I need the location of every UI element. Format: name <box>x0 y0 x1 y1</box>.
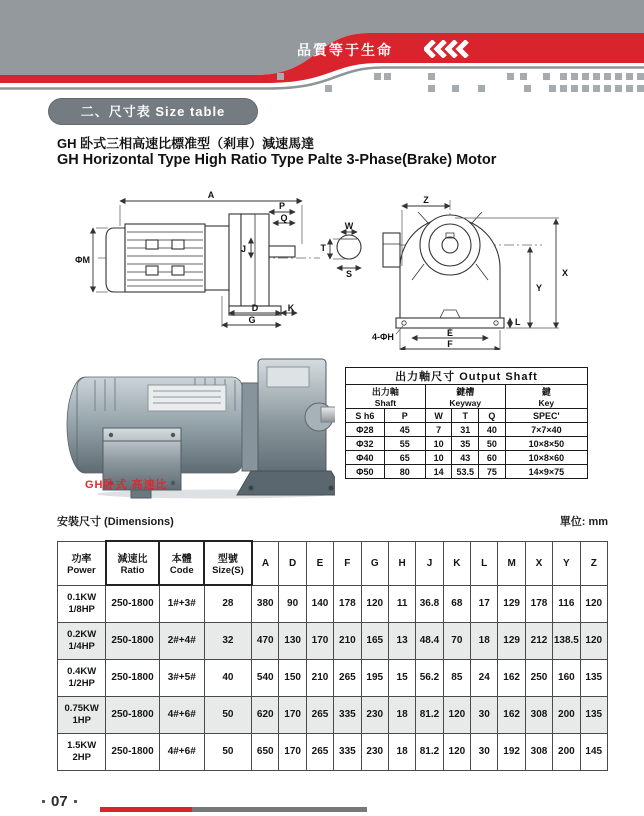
svg-text:F: F <box>447 339 453 349</box>
dims-cell: 18 <box>388 733 415 770</box>
output-shaft-title: 出力軸尺寸 Output Shaft <box>346 368 588 385</box>
dims-cell: 4#+6# <box>159 696 204 733</box>
dims-cell: 308 <box>525 733 552 770</box>
dims-column-header: M <box>498 541 525 585</box>
ost-column-header: SPEC' <box>505 409 587 423</box>
dims-column-header: D <box>279 541 306 585</box>
output-shaft-row <box>346 423 588 437</box>
dims-column-header: L <box>471 541 498 585</box>
dims-cell: 3#+5# <box>159 659 204 696</box>
dims-row <box>58 659 608 696</box>
output-shaft-cell: Φ40 <box>346 451 385 465</box>
front-view-drawing <box>372 195 568 350</box>
unit-label: 單位: mm <box>559 516 608 528</box>
output-shaft-cell: 14 <box>425 465 452 479</box>
power-cell: 0.2KW 1/4HP <box>58 622 106 659</box>
dims-cell: 138.5 <box>553 622 580 659</box>
dims-cell: 150 <box>279 659 306 696</box>
dims-cell: 230 <box>361 696 388 733</box>
dims-cell: 162 <box>498 659 525 696</box>
dims-cell: 380 <box>252 585 279 622</box>
photo-caption: GH卧式 高速比 <box>85 479 168 491</box>
chevrons-icon <box>424 40 472 58</box>
dims-column-header-code: 本體 Code <box>159 541 204 585</box>
output-shaft-cell: 43 <box>452 451 479 465</box>
svg-text:4-ΦH: 4-ΦH <box>372 332 394 342</box>
dims-cell: 129 <box>498 585 525 622</box>
ost-column-header: W <box>425 409 452 423</box>
power-cell: 0.1KW 1/8HP <box>58 585 106 622</box>
dims-column-header-ratio: 減速比 Ratio <box>106 541 159 585</box>
output-shaft-cell: 7 <box>425 423 452 437</box>
dims-cell: 32 <box>204 622 251 659</box>
dims-cell: 120 <box>361 585 388 622</box>
dims-cell: 265 <box>306 696 333 733</box>
dimensions-table <box>57 540 608 771</box>
output-shaft-cell: 7×7×40 <box>505 423 587 437</box>
dims-cell: 130 <box>279 622 306 659</box>
svg-text:ΦM: ΦM <box>75 255 90 265</box>
dims-cell: 135 <box>580 659 607 696</box>
output-shaft-cell: 31 <box>452 423 479 437</box>
svg-text:P: P <box>278 201 286 211</box>
output-shaft-cell: 10×8×60 <box>505 451 587 465</box>
dims-cell: 192 <box>498 733 525 770</box>
dims-column-header: H <box>388 541 415 585</box>
dims-cell: 68 <box>443 585 470 622</box>
dims-column-header: Z <box>580 541 607 585</box>
dims-cell: 2#+4# <box>159 622 204 659</box>
dims-cell: 170 <box>306 622 333 659</box>
dims-cell: 230 <box>361 733 388 770</box>
svg-text:Z: Z <box>423 195 429 205</box>
svg-text:J: J <box>240 244 246 254</box>
dims-column-header: E <box>306 541 333 585</box>
dims-cell: 170 <box>279 733 306 770</box>
dims-cell: 620 <box>252 696 279 733</box>
svg-text:G: G <box>248 315 256 325</box>
dims-column-header-power: 功率 Power <box>58 541 106 585</box>
dims-column-header: G <box>361 541 388 585</box>
dims-cell: 250-1800 <box>106 585 159 622</box>
dims-cell: 36.8 <box>416 585 443 622</box>
dims-row <box>58 733 608 770</box>
dims-cell: 265 <box>306 733 333 770</box>
dims-cell: 250 <box>525 659 552 696</box>
dims-column-header: F <box>334 541 361 585</box>
dot-icon <box>74 800 77 803</box>
output-shaft-cell: 45 <box>384 423 425 437</box>
group-header-shaft: 出力軸 Shaft <box>346 385 426 409</box>
svg-text:W: W <box>344 221 354 231</box>
dims-cell: 50 <box>204 696 251 733</box>
svg-text:A: A <box>207 190 215 200</box>
dims-cell: 162 <box>498 696 525 733</box>
dims-cell: 30 <box>471 733 498 770</box>
output-shaft-cell: 10 <box>425 451 452 465</box>
dims-cell: 250-1800 <box>106 696 159 733</box>
dims-cell: 85 <box>443 659 470 696</box>
dims-cell: 335 <box>334 696 361 733</box>
dims-cell: 160 <box>553 659 580 696</box>
dims-cell: 40 <box>204 659 251 696</box>
dims-cell: 170 <box>279 696 306 733</box>
dimensions-label: 安裝尺寸 (Dimensions) <box>57 516 174 528</box>
output-shaft-cell: Φ50 <box>346 465 385 479</box>
output-shaft-cell: 75 <box>479 465 506 479</box>
dims-cell: 17 <box>471 585 498 622</box>
page-title-en: GH Horizontal Type High Ratio Type Palte 3-Phase(Brake) Motor <box>57 152 497 168</box>
output-shaft-row <box>346 437 588 451</box>
dims-column-header: Y <box>553 541 580 585</box>
svg-text:Y: Y <box>536 283 543 293</box>
dims-cell: 129 <box>498 622 525 659</box>
svg-text:L: L <box>515 317 521 327</box>
dims-column-header: A <box>252 541 279 585</box>
dims-cell: 200 <box>553 696 580 733</box>
dims-cell: 470 <box>252 622 279 659</box>
dims-cell: 30 <box>471 696 498 733</box>
svg-text:E: E <box>446 328 454 338</box>
ost-column-header: Q <box>479 409 506 423</box>
footer-red-bar <box>100 807 192 812</box>
dims-row <box>58 585 608 622</box>
dims-cell: 120 <box>443 733 470 770</box>
power-cell: 1.5KW 2HP <box>58 733 106 770</box>
svg-text:T: T <box>320 243 326 253</box>
side-view-drawing <box>75 190 361 327</box>
dims-cell: 15 <box>388 659 415 696</box>
dims-cell: 650 <box>252 733 279 770</box>
dims-cell: 11 <box>388 585 415 622</box>
svg-text:S: S <box>345 269 353 279</box>
dims-cell: 308 <box>525 696 552 733</box>
dims-column-header: X <box>525 541 552 585</box>
dims-cell: 120 <box>443 696 470 733</box>
dims-cell: 28 <box>204 585 251 622</box>
group-header-keyway: 鍵槽 Keyway <box>425 385 505 409</box>
output-shaft-cell: 10×8×50 <box>505 437 587 451</box>
output-shaft-cell: Φ32 <box>346 437 385 451</box>
dims-header-row <box>58 541 608 585</box>
header-square-pattern <box>277 73 644 92</box>
power-cell: 0.75KW 1HP <box>58 696 106 733</box>
group-header-key: 鍵 Key <box>505 385 587 409</box>
page-number: 07 <box>42 793 77 810</box>
dims-cell: 18 <box>471 622 498 659</box>
svg-text:X: X <box>562 268 569 278</box>
dims-cell: 200 <box>553 733 580 770</box>
dims-cell: 48.4 <box>416 622 443 659</box>
banner-slogan: 品質等于生命 <box>297 42 393 58</box>
dims-cell: 540 <box>252 659 279 696</box>
output-shaft-tbody <box>346 423 588 479</box>
output-shaft-cell: 14×9×75 <box>505 465 587 479</box>
ost-column-header: S h6 <box>346 409 385 423</box>
dims-cell: 265 <box>334 659 361 696</box>
ost-column-header: P <box>384 409 425 423</box>
footer-gray-bar <box>192 807 367 812</box>
dims-cell: 70 <box>443 622 470 659</box>
dims-cell: 50 <box>204 733 251 770</box>
output-shaft-row <box>346 451 588 465</box>
output-shaft-row <box>346 465 588 479</box>
dims-cell: 145 <box>580 733 607 770</box>
dims-cell: 90 <box>279 585 306 622</box>
dims-cell: 120 <box>580 585 607 622</box>
output-shaft-cell: 50 <box>479 437 506 451</box>
output-shaft-table <box>345 367 588 479</box>
dims-cell: 13 <box>388 622 415 659</box>
svg-text:D: D <box>251 303 259 313</box>
dims-cell: 56.2 <box>416 659 443 696</box>
dims-cell: 120 <box>580 622 607 659</box>
dims-cell: 195 <box>361 659 388 696</box>
output-shaft-cell: 55 <box>384 437 425 451</box>
output-shaft-cell: 40 <box>479 423 506 437</box>
dims-cell: 250-1800 <box>106 733 159 770</box>
svg-text:K: K <box>287 303 295 313</box>
power-cell: 0.4KW 1/2HP <box>58 659 106 696</box>
dims-cell: 135 <box>580 696 607 733</box>
dims-cell: 165 <box>361 622 388 659</box>
dot-icon <box>42 800 45 803</box>
dims-cell: 250-1800 <box>106 659 159 696</box>
dims-cell: 178 <box>334 585 361 622</box>
dims-cell: 81.2 <box>416 733 443 770</box>
output-shaft-cell: 60 <box>479 451 506 465</box>
output-shaft-cell: 53.5 <box>452 465 479 479</box>
dims-row <box>58 622 608 659</box>
dims-row <box>58 696 608 733</box>
output-shaft-cell: 80 <box>384 465 425 479</box>
svg-text:Q: Q <box>280 213 288 223</box>
dims-cell: 140 <box>306 585 333 622</box>
dims-cell: 4#+6# <box>159 733 204 770</box>
dims-cell: 250-1800 <box>106 622 159 659</box>
ost-column-header: T <box>452 409 479 423</box>
dims-cell: 335 <box>334 733 361 770</box>
dims-cell: 212 <box>525 622 552 659</box>
dims-cell: 116 <box>553 585 580 622</box>
dims-cell: 81.2 <box>416 696 443 733</box>
dims-cell: 18 <box>388 696 415 733</box>
dims-tbody <box>58 585 608 770</box>
dimension-drawings <box>0 190 644 350</box>
dims-cell: 24 <box>471 659 498 696</box>
dims-column-header-size: 型號 Size(S) <box>204 541 251 585</box>
dims-cell: 178 <box>525 585 552 622</box>
output-shaft-cell: Φ28 <box>346 423 385 437</box>
output-shaft-cell: 10 <box>425 437 452 451</box>
dims-cell: 1#+3# <box>159 585 204 622</box>
dims-cell: 210 <box>306 659 333 696</box>
page-title-zh: GH 卧式三相高速比標准型（剎車）減速馬達 <box>57 136 315 151</box>
dims-column-header: K <box>443 541 470 585</box>
dims-cell: 210 <box>334 622 361 659</box>
section-title-pill: 二、尺寸表 Size table <box>48 98 258 125</box>
output-shaft-cell: 65 <box>384 451 425 465</box>
output-shaft-cell: 35 <box>452 437 479 451</box>
dims-column-header: J <box>416 541 443 585</box>
